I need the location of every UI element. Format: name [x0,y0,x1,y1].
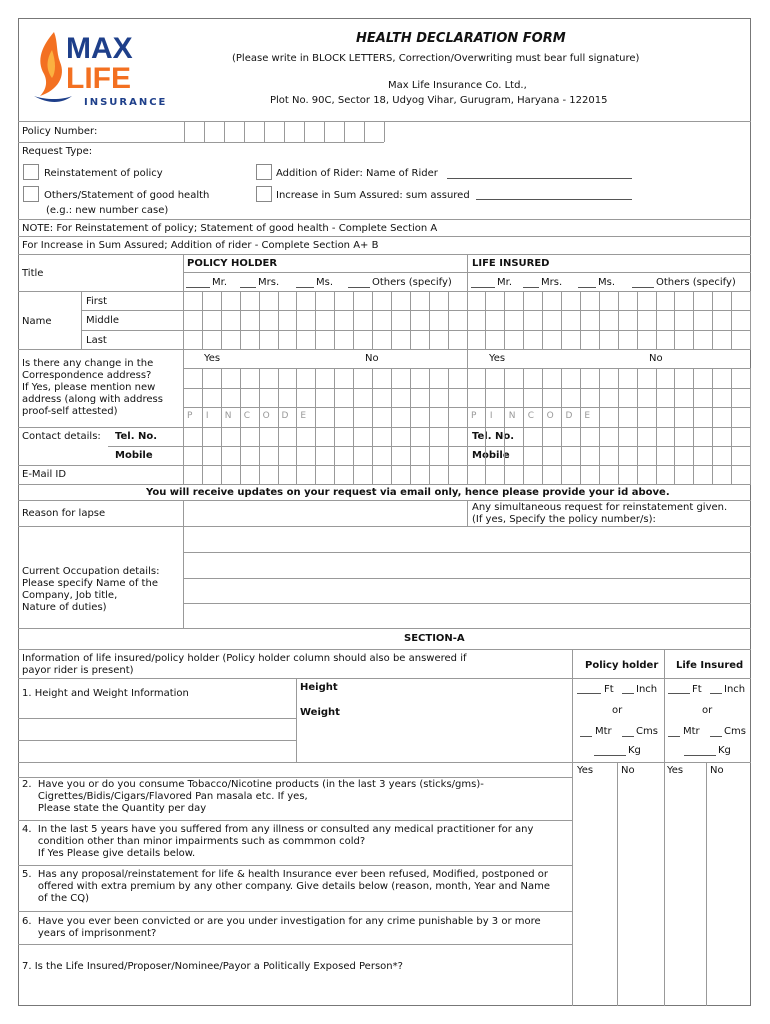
li-or-1: or [702,705,713,716]
request-type-label: Request Type: [22,146,93,157]
simultaneous-request: Any simultaneous request for reinstatement given. (If yes, Specify the policy number/s): [472,502,728,525]
reason-lapse-label: Reason for lapse [22,508,106,519]
address-grid-line [372,368,373,427]
li-address-no[interactable]: No [649,353,663,364]
contact-grid-line [259,427,260,484]
policy-number-box [184,121,185,142]
occupation-label: Current Occupation details: Please specify Name of the Company, Job title, Nature of duties) [22,566,160,613]
reinstatement-label: Reinstatement of policy [44,168,163,179]
name-grid-line [410,291,411,349]
contact-grid-line [467,427,468,484]
address-grid-line [712,368,713,427]
name-grid-line [674,291,675,349]
name-grid-line [391,291,392,349]
contact-grid-line [240,427,241,484]
address-grid-line [485,368,486,427]
policy-number-box [324,121,325,142]
name-grid-line [353,291,354,349]
policy-number-box [364,121,365,142]
ph-address-yes[interactable]: Yes [204,353,221,364]
contact-grid-line [731,427,732,484]
ph-height-inch[interactable]: Inch [636,684,658,695]
middle-name-label: Middle [86,315,120,326]
sum-assured-field[interactable] [476,199,632,200]
others-label: Others/Statement of good health [44,190,210,201]
logo-text-insurance: INSURANCE [84,97,168,108]
name-grid-line [580,291,581,349]
rider-name-field[interactable] [447,178,632,179]
li-title-mr[interactable]: Mr. [497,277,512,288]
max-life-logo [30,30,170,114]
name-grid-line [504,291,505,349]
contact-grid-line [372,427,373,484]
address-grid-line [467,368,468,427]
li-height-inch[interactable]: Inch [724,684,746,695]
name-grid-line [221,291,222,349]
ph-pincode[interactable] [183,408,323,426]
first-name-label: First [86,296,108,307]
name-grid-line [202,291,203,349]
address-grid-line [448,368,449,427]
ph-tel-label: Tel. No. [115,431,158,442]
name-grid-line [372,291,373,349]
ph-title-ms[interactable]: Ms. [316,277,334,288]
life-insured-col-header: Life Insured [676,660,744,671]
contact-grid-line [618,427,619,484]
address-grid-line [599,368,600,427]
li-pincode[interactable] [467,408,607,426]
contact-grid-line [580,427,581,484]
contact-grid-line [712,427,713,484]
contact-label: Contact details: [22,431,101,442]
li-address-yes[interactable]: Yes [489,353,506,364]
ph-mobile-label: Mobile [115,450,153,461]
name-grid-line [599,291,600,349]
contact-grid-line [448,427,449,484]
address-grid-line [202,368,203,427]
address-grid-line [731,368,732,427]
company-name: Max Life Insurance Co. Ltd., [388,80,527,91]
pincode-letter: I [205,411,209,421]
contact-grid-line [296,427,297,484]
li-title-others[interactable]: Others (specify) [656,277,736,288]
pincode-letter: C [527,411,534,421]
section-a-title: SECTION-A [404,633,465,644]
name-label: Name [22,316,52,327]
address-grid-line [750,368,751,427]
policy-holder-header: POLICY HOLDER [187,258,278,269]
li-weight-kg[interactable]: Kg [718,745,731,756]
pincode-letter: D [281,411,289,421]
title-label: Title [22,268,44,279]
others-checkbox[interactable] [23,186,39,202]
contact-grid-line [183,427,184,484]
address-grid-line [637,368,638,427]
address-grid-line [183,368,184,427]
li-no-header: No [710,765,724,776]
address-grid-line [656,368,657,427]
ph-height-ft[interactable]: Ft [604,684,614,695]
pincode-letter: D [565,411,573,421]
ph-or-1: or [612,705,623,716]
q7-pep: 7. Is the Life Insured/Proposer/Nominee/Payor a Politically Exposed Person*? [22,961,403,972]
address-grid-line [259,368,260,427]
li-mobile-label: Mobile [472,450,510,461]
ph-no-header: No [621,765,635,776]
pincode-letter: P [187,411,193,421]
name-grid-line [429,291,430,349]
name-grid-line [750,291,751,349]
increase-sa-label: Increase in Sum Assured: sum assured [276,190,470,201]
weight-label: Weight [300,707,340,718]
addition-rider-label: Addition of Rider: Name of Rider [276,168,438,179]
form-instruction: (Please write in BLOCK LETTERS, Correction/Overwriting must bear full signature) [232,53,640,64]
policy-number-box [264,121,265,142]
contact-grid-line [391,427,392,484]
logo-text-max: MAX [66,32,133,65]
ph-yes-header: Yes [577,765,594,776]
name-grid-line [259,291,260,349]
q2-tobacco: 2. Have you or do you consume Tobacco/Nicotine products (in the last 3 years (sticks/gms)- Cigrettes/Bidis/Cigars/Flavored Pan masala etc. If yes, Please state the Quantity per day [22,779,484,814]
email-label: E-Mail ID [22,469,67,480]
name-grid-line [448,291,449,349]
pincode-letter: N [508,411,516,421]
contact-grid-line [542,427,543,484]
q1-height-weight: 1. Height and Weight Information [22,688,189,699]
name-grid-line [656,291,657,349]
policy-number-box [284,121,285,142]
name-grid-line [561,291,562,349]
policy-number-box [304,121,305,142]
company-address: Plot No. 90C, Sector 18, Udyog Vihar, Gurugram, Haryana - 122015 [270,95,608,106]
name-grid-line [523,291,524,349]
name-grid-line [712,291,713,349]
life-insured-header: LIFE INSURED [472,258,550,269]
address-grid-line [391,368,392,427]
address-grid-line [240,368,241,427]
pincode-letter: P [471,411,477,421]
reason-lapse-input[interactable] [184,501,466,526]
section-a-info: Information of life insured/policy holder (Policy holder column should also be answered if payor rider is present) [22,653,467,676]
occupation-input[interactable] [184,527,750,627]
height-label: Height [300,682,338,693]
policy-number-box [224,121,225,142]
li-height-mtr[interactable]: Mtr [683,726,700,737]
contact-grid-line [278,427,279,484]
contact-grid-line [504,427,505,484]
name-grid-line [542,291,543,349]
policy-number-label: Policy Number: [22,126,98,137]
contact-grid-line [674,427,675,484]
policy-number-box [244,121,245,142]
ph-title-mr[interactable]: Mr. [212,277,227,288]
q5-proposal-refused: 5. Has any proposal/reinstatement for life & health Insurance ever been refused, Modified, postponed or offered with extra premium by any other company. Give details below (reason, month, Year and Name of the CQ) [22,869,551,904]
address-grid-line [429,368,430,427]
name-grid-line [183,291,184,349]
contact-grid-line [429,427,430,484]
pincode-letter: O [262,411,270,421]
policy-number-box [344,121,345,142]
address-grid-line [542,368,543,427]
address-grid-line [410,368,411,427]
name-grid-line [315,291,316,349]
ph-height-mtr[interactable]: Mtr [595,726,612,737]
ph-title-mrs[interactable]: Mrs. [258,277,280,288]
contact-grid-line [599,427,600,484]
name-grid-line [485,291,486,349]
pincode-letter: I [489,411,493,421]
li-height-ft[interactable]: Ft [692,684,702,695]
address-grid-line [523,368,524,427]
address-grid-line [674,368,675,427]
address-change-question: Is there any change in the Correspondence address? If Yes, please mention new address (along with address proof-self attested) [22,358,163,417]
q4-illness: 4. In the last 5 years have you suffered from any illness or consulted any medical practitioner for any condition other than minor impairments such as commmon cold? If Yes Please give details below. [22,824,534,859]
name-grid-line [334,291,335,349]
policy-number-box [384,121,385,142]
address-grid-line [504,368,505,427]
contact-grid-line [334,427,335,484]
address-grid-line [580,368,581,427]
form-title: HEALTH DECLARATION FORM [356,31,566,46]
policy-holder-col-header: Policy holder [585,660,659,671]
addition-rider-checkbox[interactable] [256,164,272,180]
address-grid-line [315,368,316,427]
contact-grid-line [693,427,694,484]
contact-grid-line [561,427,562,484]
email-notice: You will receive updates on your request via email only, hence please provide your id above. [146,487,670,498]
note-section-b: For Increase in Sum Assured; Addition of rider - Complete Section A+ B [22,240,379,251]
ph-address-no[interactable]: No [365,353,379,364]
name-grid-line [618,291,619,349]
address-grid-line [561,368,562,427]
address-grid-line [618,368,619,427]
name-grid-line [296,291,297,349]
contact-grid-line [221,427,222,484]
increase-sa-checkbox[interactable] [256,186,272,202]
others-example: (e.g.: new number case) [46,205,169,216]
pincode-letter: E [584,411,591,421]
q6-convicted: 6. Have you ever been convicted or are you under investigation for any crime punishable by 3 or more years of imprisonment? [22,916,541,939]
pincode-letter: N [224,411,232,421]
li-title-mrs[interactable]: Mrs. [541,277,563,288]
contact-grid-line [353,427,354,484]
reinstatement-checkbox[interactable] [23,164,39,180]
name-grid-line [637,291,638,349]
li-tel-label: Tel. No. [472,431,515,442]
address-grid-line [693,368,694,427]
name-grid-line [693,291,694,349]
ph-height-cms[interactable]: Cms [636,726,658,737]
policy-number-box [204,121,205,142]
li-title-ms[interactable]: Ms. [598,277,616,288]
ph-weight-kg[interactable]: Kg [628,745,641,756]
name-grid-line [240,291,241,349]
contact-grid-line [202,427,203,484]
contact-grid-line [523,427,524,484]
contact-grid-line [750,427,751,484]
address-grid-line [221,368,222,427]
li-height-cms[interactable]: Cms [724,726,746,737]
pincode-letter: C [243,411,250,421]
address-grid-line [353,368,354,427]
pincode-letter: O [546,411,554,421]
logo-text-life: LIFE [66,62,131,95]
address-grid-line [334,368,335,427]
contact-grid-line [656,427,657,484]
contact-grid-line [637,427,638,484]
contact-grid-line [485,427,486,484]
name-grid-line [731,291,732,349]
li-yes-header: Yes [667,765,684,776]
address-grid-line [296,368,297,427]
pincode-letter: E [300,411,307,421]
ph-title-others[interactable]: Others (specify) [372,277,452,288]
address-grid-line [278,368,279,427]
note-section-a: NOTE: For Reinstatement of policy; Statement of good health - Complete Section A [22,223,438,234]
contact-grid-line [410,427,411,484]
name-grid-line [467,291,468,349]
last-name-label: Last [86,335,107,346]
contact-grid-line [315,427,316,484]
name-grid-line [278,291,279,349]
